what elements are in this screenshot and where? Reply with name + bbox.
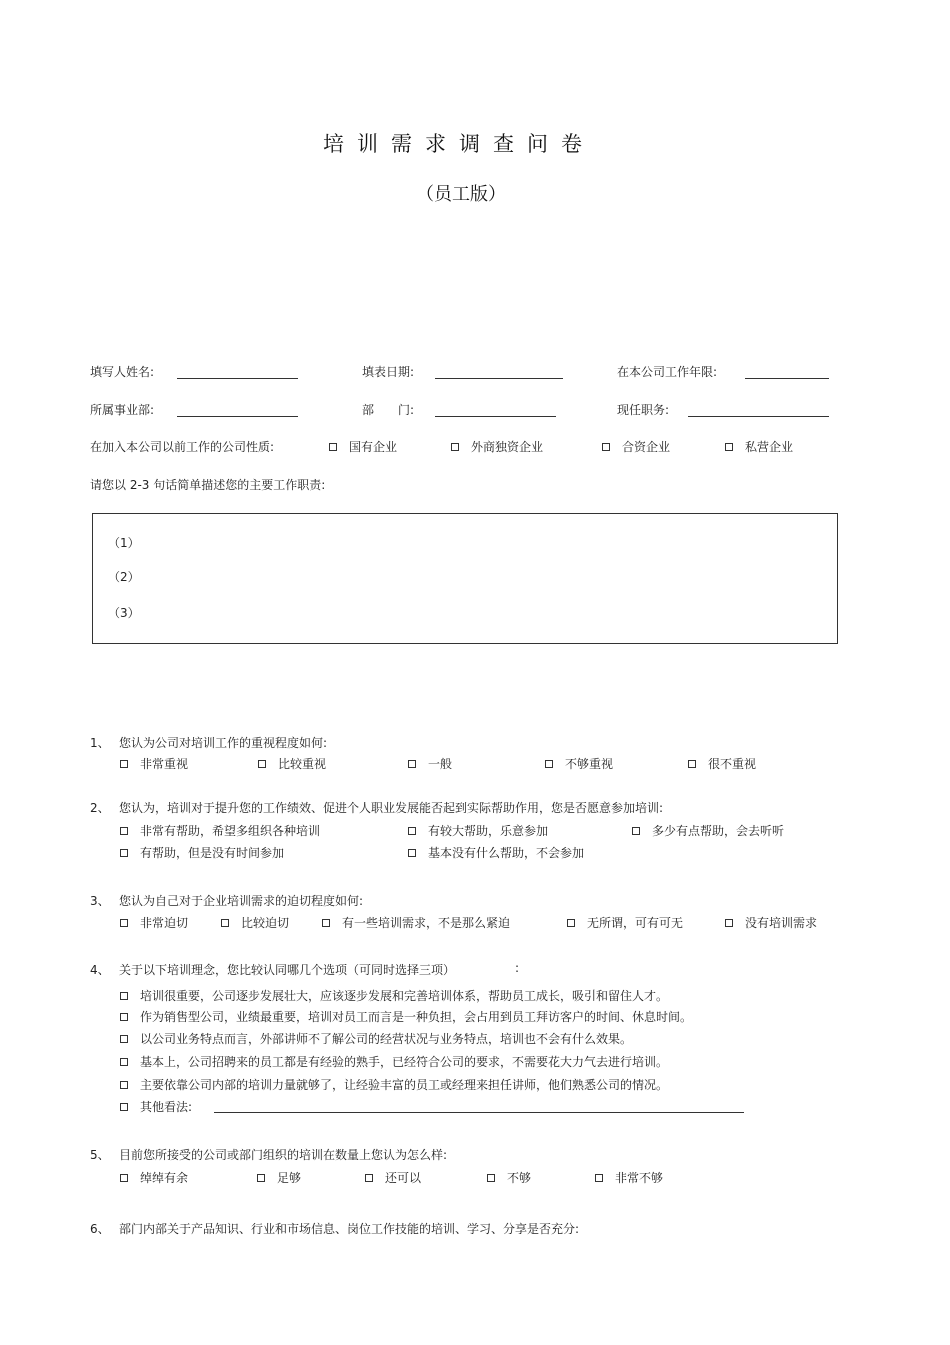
answer-option[interactable]	[688, 755, 756, 772]
position-label: 现任职务:	[617, 403, 670, 417]
option-label: 非常重视	[140, 757, 189, 771]
answer-option[interactable]	[408, 844, 584, 861]
question-number: 4、	[90, 963, 110, 977]
prev-company-option[interactable]	[602, 438, 670, 455]
question-number: 3、	[90, 894, 110, 908]
name-field[interactable]	[177, 378, 298, 379]
option-label: 非常迫切	[140, 916, 189, 930]
checkbox-icon	[329, 443, 337, 451]
option-label: 比较迫切	[241, 916, 290, 930]
duties-box[interactable]	[92, 513, 838, 644]
checkbox-icon	[688, 760, 696, 768]
option-label: 有一些培训需求，不是那么紧迫	[342, 916, 511, 930]
option-label: 国有企业	[349, 440, 398, 454]
answer-option[interactable]	[120, 987, 668, 1004]
question-text: 部门内部关于产品知识、行业和市场信息、岗位工作技能的培训、学习、分享是否充分:	[119, 1222, 580, 1236]
option-label: 基本没有什么帮助，不会参加	[428, 846, 585, 860]
option-label: 不够	[507, 1171, 532, 1185]
other-opinion-field[interactable]	[214, 1112, 744, 1113]
checkbox-icon	[120, 1174, 128, 1182]
checkbox-icon	[120, 992, 128, 1000]
checkbox-icon	[487, 1174, 495, 1182]
question-number: 5、	[90, 1148, 110, 1162]
department-label: 部 门:	[362, 403, 415, 417]
prev-company-option[interactable]	[451, 438, 543, 455]
question-text: 您认为自己对于企业培训需求的迫切程度如何:	[119, 894, 364, 908]
question-number: 6、	[90, 1222, 110, 1236]
option-label: 足够	[277, 1171, 302, 1185]
option-label: 比较重视	[278, 757, 327, 771]
checkbox-icon	[725, 443, 733, 451]
checkbox-icon	[725, 919, 733, 927]
duties-prompt: 请您以 2-3 句话简单描述您的主要工作职责:	[90, 478, 326, 492]
checkbox-icon	[257, 1174, 265, 1182]
answer-option[interactable]	[120, 1076, 668, 1093]
option-label: 外商独资企业	[471, 440, 544, 454]
checkbox-icon	[408, 849, 416, 857]
position-field[interactable]	[688, 416, 829, 417]
years-label: 在本公司工作年限:	[617, 365, 718, 379]
answer-option[interactable]	[120, 1098, 192, 1115]
checkbox-icon	[120, 849, 128, 857]
duty-item: （2）	[108, 570, 140, 584]
checkbox-icon	[120, 919, 128, 927]
checkbox-icon	[545, 760, 553, 768]
answer-option[interactable]	[487, 1169, 531, 1186]
option-label: 绰绰有余	[140, 1171, 189, 1185]
answer-option[interactable]	[120, 844, 284, 861]
answer-option[interactable]	[408, 822, 548, 839]
answer-option[interactable]	[120, 1169, 188, 1186]
option-label: 私营企业	[745, 440, 794, 454]
date-field[interactable]	[435, 378, 563, 379]
option-label: 没有培训需求	[745, 916, 818, 930]
checkbox-icon	[120, 1103, 128, 1111]
option-label: 基本上，公司招聘来的员工都是有经验的熟手，已经符合公司的要求，不需要花大力气去进行培训。	[140, 1055, 669, 1069]
date-label: 填表日期:	[362, 365, 415, 379]
checkbox-icon	[408, 827, 416, 835]
prev-company-option[interactable]	[329, 438, 397, 455]
answer-option[interactable]	[632, 822, 784, 839]
prev-company-option[interactable]	[725, 438, 793, 455]
question-text: 关于以下培训理念，您比较认同哪几个选项（可同时选择三项）	[119, 963, 456, 977]
checkbox-icon	[120, 1035, 128, 1043]
answer-option[interactable]	[221, 914, 289, 931]
option-label: 以公司业务特点而言，外部讲师不了解公司的经营状况与业务特点，培训也不会有什么效果。	[140, 1032, 633, 1046]
checkbox-icon	[221, 919, 229, 927]
option-label: 多少有点帮助，会去听听	[652, 824, 785, 838]
answer-option[interactable]	[120, 822, 320, 839]
answer-option[interactable]	[365, 1169, 421, 1186]
option-label: 无所谓，可有可无	[587, 916, 684, 930]
option-label: 很不重视	[708, 757, 757, 771]
checkbox-icon	[365, 1174, 373, 1182]
checkbox-icon	[567, 919, 575, 927]
option-label: 其他看法:	[140, 1100, 193, 1114]
page-title: 培训需求调查问卷	[323, 132, 595, 156]
answer-option[interactable]	[120, 1053, 668, 1070]
answer-option[interactable]	[725, 914, 817, 931]
answer-option[interactable]	[120, 1030, 632, 1047]
checkbox-icon	[408, 760, 416, 768]
duty-item: （3）	[108, 606, 140, 620]
option-label: 非常有帮助，希望多组织各种培训	[140, 824, 321, 838]
question-number: 1、	[90, 736, 110, 750]
question-number: 2、	[90, 801, 110, 815]
option-label: 还可以	[385, 1171, 422, 1185]
answer-option[interactable]	[258, 755, 326, 772]
division-label: 所属事业部:	[90, 403, 155, 417]
checkbox-icon	[120, 1058, 128, 1066]
page-subtitle: （员工版）	[416, 184, 506, 205]
checkbox-icon	[258, 760, 266, 768]
checkbox-icon	[120, 760, 128, 768]
checkbox-icon	[120, 1081, 128, 1089]
option-label: 一般	[428, 757, 453, 771]
checkbox-icon	[120, 827, 128, 835]
checkbox-icon	[120, 1013, 128, 1021]
checkbox-icon	[602, 443, 610, 451]
answer-option[interactable]	[257, 1169, 301, 1186]
answer-option[interactable]	[545, 755, 613, 772]
duty-item: （1）	[108, 536, 140, 550]
checkbox-icon	[451, 443, 459, 451]
option-label: 不够重视	[565, 757, 614, 771]
answer-option[interactable]	[322, 914, 510, 931]
answer-option[interactable]	[120, 755, 188, 772]
option-label: 合资企业	[622, 440, 671, 454]
prev-company-label: 在加入本公司以前工作的公司性质:	[90, 440, 275, 454]
question-text: 目前您所接受的公司或部门组织的培训在数量上您认为怎么样:	[119, 1148, 448, 1162]
checkbox-icon	[322, 919, 330, 927]
option-label: 培训很重要，公司逐步发展壮大，应该逐步发展和完善培训体系，帮助员工成长，吸引和留住人才。	[140, 989, 669, 1003]
question-text: 您认为公司对培训工作的重视程度如何:	[119, 736, 328, 750]
question-text: 您认为，培训对于提升您的工作绩效、促进个人职业发展能否起到实际帮助作用，您是否愿意参加培训:	[119, 801, 664, 815]
option-label: 主要依靠公司内部的培训力量就够了，让经验丰富的员工或经理来担任讲师，他们熟悉公司的情况。	[140, 1078, 669, 1092]
answer-option[interactable]	[595, 1169, 663, 1186]
question-suffix: :	[515, 961, 520, 975]
department-field[interactable]	[435, 416, 556, 417]
answer-option[interactable]	[120, 1008, 692, 1025]
option-label: 有帮助，但是没有时间参加	[140, 846, 285, 860]
option-label: 作为销售型公司，业绩最重要，培训对员工而言是一种负担，会占用到员工拜访客户的时间、休息时间。	[140, 1010, 693, 1024]
option-label: 非常不够	[615, 1171, 664, 1185]
name-label: 填写人姓名:	[90, 365, 155, 379]
answer-option[interactable]	[408, 755, 452, 772]
division-field[interactable]	[177, 416, 298, 417]
checkbox-icon	[595, 1174, 603, 1182]
option-label: 有较大帮助，乐意参加	[428, 824, 549, 838]
answer-option[interactable]	[120, 914, 188, 931]
answer-option[interactable]	[567, 914, 683, 931]
years-field[interactable]	[745, 378, 829, 379]
checkbox-icon	[632, 827, 640, 835]
